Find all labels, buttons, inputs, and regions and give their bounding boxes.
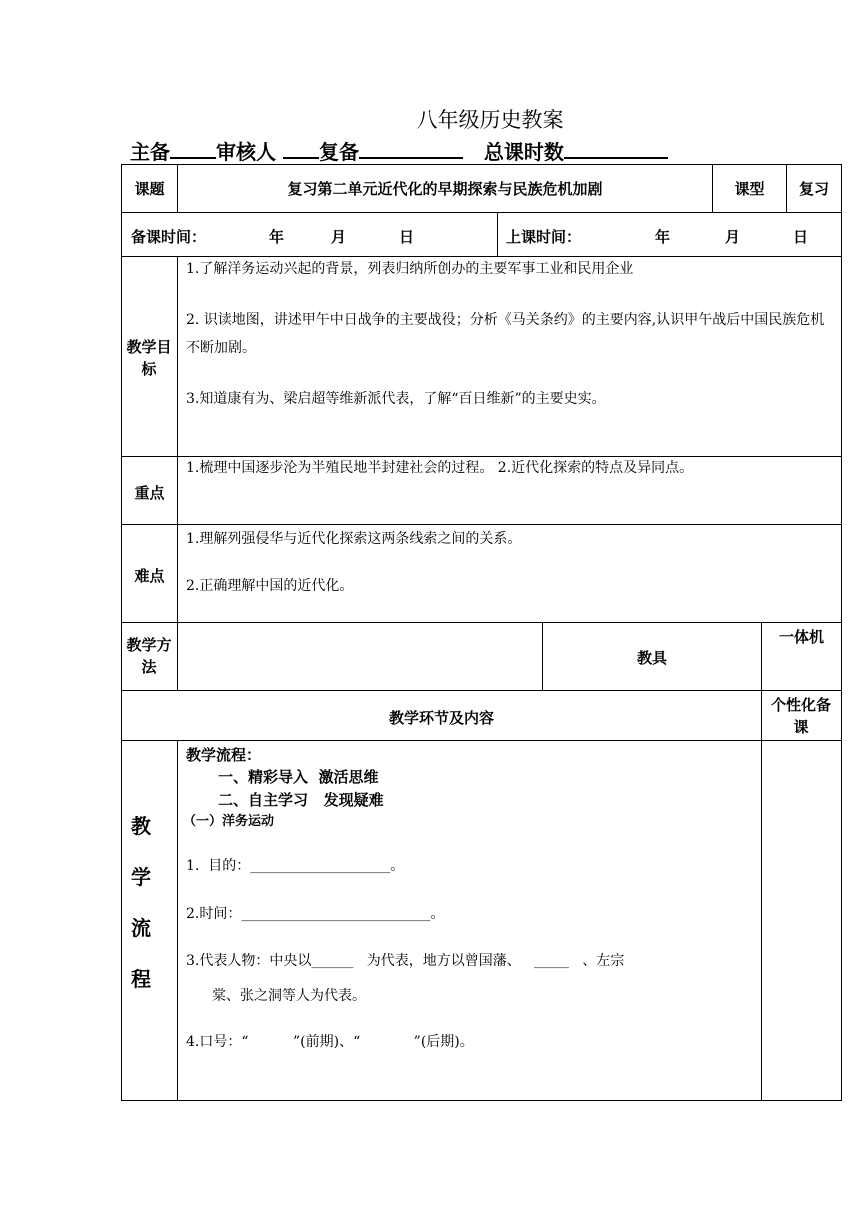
focus-label: 重点: [134, 484, 165, 502]
table-border-bottom: [121, 1100, 842, 1101]
row-divider: [121, 690, 842, 691]
flow-question-purpose: 1. 目的：____________________。: [186, 858, 405, 874]
flow-label-char: 教: [131, 814, 151, 838]
re-prep-label: 复备: [318, 140, 359, 164]
prep-time-label: 备课时间：: [131, 228, 207, 246]
prep-year-label: 年: [269, 228, 285, 246]
col-divider: [177, 256, 178, 622]
main-prep-blank[interactable]: [170, 139, 216, 159]
row-divider: [121, 622, 842, 623]
row-divider: [121, 212, 842, 213]
class-year-label: 年: [655, 228, 671, 246]
row-divider: [121, 740, 842, 741]
prep-info-line: [130, 136, 668, 165]
flow-question-figures-cont: 棠、张之洞等人为代表。: [212, 988, 366, 1004]
topic-text: 复习第二单元近代化的早期探索与民族危机加剧: [287, 180, 603, 198]
goals-label: 教学目标: [126, 338, 172, 378]
class-month-label: 月: [725, 228, 741, 246]
total-hours-label: 总课时数: [483, 140, 564, 164]
col-divider: [177, 622, 178, 690]
tools-value: 一体机: [778, 628, 824, 646]
difficulty-item: 2.正确理解中国的近代化。: [186, 578, 354, 594]
flow-label-char: 程: [131, 967, 151, 991]
table-border-top: [121, 164, 842, 165]
flow-question-figures: 3.代表人物：中央以______ 为代表，地方以曾国藩、 _____ 、左宗: [186, 953, 625, 969]
flow-step: 二、自主学习 发现疑难: [218, 791, 384, 809]
personal-prep-label: 个性化备课: [770, 696, 831, 736]
class-day-label: 日: [793, 228, 809, 246]
goal-item: 2. 识读地图，讲述甲午中日战争的主要战役；分析《马关条约》的主要内容,认识甲午战后中国民族危机不断加剧。: [186, 312, 825, 356]
re-prep-blank[interactable]: [359, 139, 463, 159]
lesson-type-value: 复习: [798, 180, 829, 198]
col-divider: [761, 740, 762, 1100]
flow-label-char: 学: [131, 865, 151, 889]
flow-subsection: （一）洋务运动: [183, 814, 275, 829]
goal-item: 1.了解洋务运动兴起的背景，列表归纳所创办的主要军事工业和民用企业: [186, 261, 634, 277]
method-label: 教学方法: [126, 636, 172, 676]
col-divider: [761, 690, 762, 740]
col-divider: [497, 212, 498, 256]
reviewer-blank[interactable]: [283, 139, 319, 159]
lesson-type-label: 课型: [734, 180, 765, 198]
difficulty-item: 1.理解列强侵华与近代化探索这两条线索之间的关系。: [186, 531, 522, 547]
reviewer-label: 审核人: [216, 140, 276, 164]
row-divider: [121, 256, 842, 257]
row-divider: [121, 524, 842, 525]
section-header: 教学环节及内容: [388, 709, 494, 727]
flow-question-slogan: 4.口号：“ ”(前期)、“ ”(后期)。: [186, 1034, 474, 1050]
table-border-right: [841, 164, 842, 1101]
class-time-label: 上课时间：: [506, 228, 582, 246]
flow-question-time: 2.时间：___________________________。: [186, 906, 445, 922]
flow-step: 一、精彩导入 激活思维: [218, 768, 379, 786]
difficulty-label: 难点: [134, 567, 165, 585]
prep-day-label: 日: [399, 228, 415, 246]
topic-label: 课题: [134, 180, 165, 198]
table-border-left: [121, 164, 122, 1101]
focus-text: 1.梳理中国逐步沦为半殖民地半封建社会的过程。 2.近代化探索的特点及异同点。: [186, 460, 694, 476]
document-title: 八年级历史教案: [416, 108, 564, 132]
flow-heading: 教学流程：: [186, 746, 262, 764]
total-hours-blank[interactable]: [564, 139, 668, 159]
main-prep-label: 主备: [130, 140, 170, 164]
row-divider: [121, 456, 842, 457]
goal-item: 3.知道康有为、梁启超等维新派代表，了解“百日维新”的主要史实。: [186, 391, 606, 407]
col-divider: [177, 740, 178, 1100]
flow-label-char: 流: [131, 916, 151, 940]
prep-month-label: 月: [331, 228, 347, 246]
tools-label: 教具: [636, 649, 667, 667]
